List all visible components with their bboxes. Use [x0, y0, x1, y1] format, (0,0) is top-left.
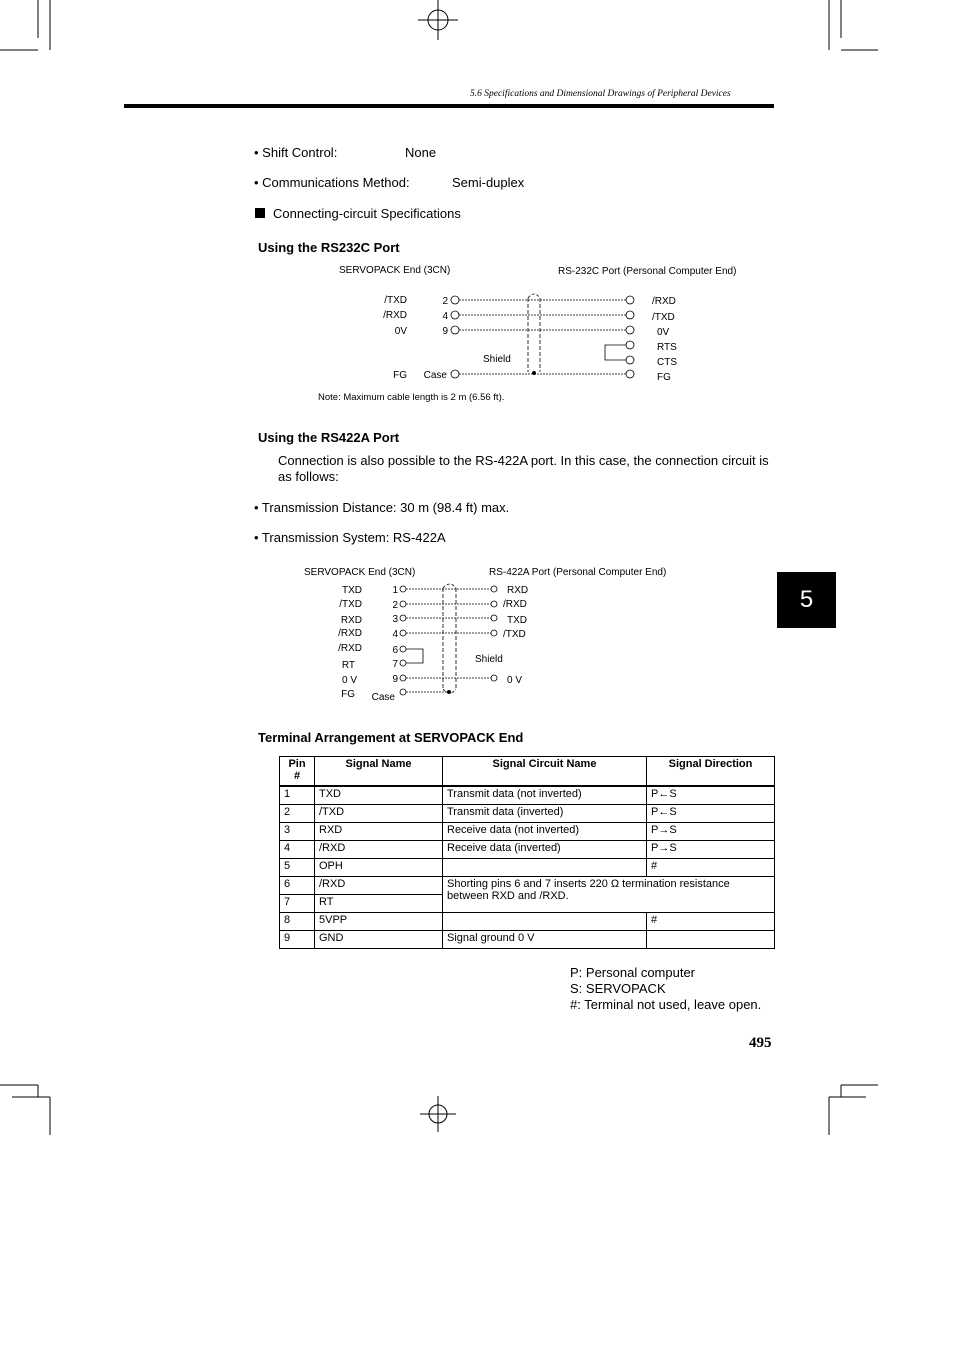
table-row	[280, 786, 775, 805]
rs422-left-title: SERVOPACK End (3CN)	[304, 567, 416, 578]
column-header: Signal Direction	[647, 757, 775, 787]
table-cell: 2	[280, 805, 315, 823]
rs422-system: • Transmission System: RS-422A	[254, 530, 446, 545]
table-cell	[443, 859, 647, 877]
rs422-right-title: RS-422A Port (Personal Computer End)	[489, 567, 667, 578]
rs422-right-signal: TXD	[507, 615, 527, 626]
table-cell	[647, 931, 775, 949]
column-header: Signal Circuit Name	[443, 757, 647, 787]
rs232-right-signal: FG	[657, 372, 671, 383]
rs422-left-pin: Case	[371, 692, 395, 703]
terminal-heading: Terminal Arrangement at SERVOPACK End	[258, 730, 524, 745]
table-cell: 4	[280, 841, 315, 859]
rs422-left-pin: 4	[392, 629, 398, 640]
shift-control-value: None	[405, 145, 437, 160]
rs422-left-pin: 7	[392, 659, 398, 670]
rs422-left-pin: 3	[392, 614, 398, 625]
table-cell: #	[647, 913, 775, 931]
table-cell: 8	[280, 913, 315, 931]
table-cell: Transmit data (not inverted)	[443, 786, 647, 805]
rs232-right-signal: CTS	[657, 357, 677, 368]
shift-control-label: • Shift Control:	[254, 145, 338, 160]
table-cell: Receive data (not inverted)	[443, 823, 647, 841]
comm-method-value: Semi-duplex	[452, 175, 525, 190]
table-row	[280, 841, 775, 859]
table-cell: 3	[280, 823, 315, 841]
rs422-shield-dot	[447, 690, 451, 694]
rs232-right-signal: RTS	[657, 342, 677, 353]
chapter-tab: 5	[777, 572, 836, 628]
rs422-intro: Connection is also possible to the RS-422A port. In this case, the connection circuit is as follows:	[278, 453, 769, 484]
rs422-left-signal: 0 V	[341, 675, 357, 686]
header-rule	[124, 104, 774, 108]
table-row	[280, 823, 775, 841]
rs422-left-signal: FG	[341, 689, 355, 700]
rs422-right-signal: 0 V	[507, 675, 523, 686]
rs232-diagram	[310, 260, 770, 410]
table-cell: /RXD	[315, 877, 443, 895]
rs422-shield-label: Shield	[475, 654, 503, 665]
legend	[570, 965, 761, 1013]
rs232-shield-dot	[532, 371, 536, 375]
table-cell: P→S	[647, 823, 775, 841]
table-cell	[443, 913, 647, 931]
table-cell: Transmit data (inverted)	[443, 805, 647, 823]
table-cell: #	[647, 859, 775, 877]
table-row	[280, 913, 775, 931]
rs422-right-signal: /TXD	[503, 629, 526, 640]
table-cell: GND	[315, 931, 443, 949]
table-cell: P←S	[647, 786, 775, 805]
rs422-left-signal: TXD	[342, 585, 362, 596]
rs232-right-signal: /RXD	[652, 296, 676, 307]
rs422-diagram	[300, 563, 700, 708]
comm-method-label: • Communications Method:	[254, 175, 410, 190]
rs232-left-pin: 4	[442, 311, 448, 322]
table-row	[280, 877, 775, 895]
table-cell: RXD	[315, 823, 443, 841]
terminal-table	[279, 756, 775, 949]
table-cell: TXD	[315, 786, 443, 805]
table-cell: RT	[315, 895, 443, 913]
running-header: 5.6 Specifications and Dimensional Drawings of Peripheral Devices	[470, 89, 731, 99]
rs422-left-signal: /RXD	[338, 643, 362, 654]
rs232-left-signal: /TXD	[384, 295, 407, 306]
table-cell: /TXD	[315, 805, 443, 823]
rs422-left-signal: RT	[341, 660, 355, 671]
legend-item: S: SERVOPACK	[570, 981, 666, 996]
column-header: Pin #	[280, 757, 315, 787]
table-cell: Signal ground 0 V	[443, 931, 647, 949]
rs232-left-signal: /RXD	[383, 310, 407, 321]
rs232-left-pin: 9	[442, 326, 448, 337]
rs422-heading: Using the RS422A Port	[258, 430, 400, 445]
rs422-left-signal: /RXD	[338, 628, 362, 639]
rs232-left-title: SERVOPACK End (3CN)	[339, 265, 451, 276]
table-cell: P→S	[647, 841, 775, 859]
table-cell: 7	[280, 895, 315, 913]
rs422-right-signal: RXD	[507, 585, 529, 596]
rs422-left-pin: 2	[392, 600, 398, 611]
rs422-distance: • Transmission Distance: 30 m (98.4 ft) max.	[254, 500, 510, 515]
rs422-left-signal: /TXD	[339, 599, 362, 610]
table-cell: /RXD	[315, 841, 443, 859]
rs232-left-pin: 2	[442, 296, 448, 307]
page-number: 495	[749, 1035, 772, 1051]
table-cell: Shorting pins 6 and 7 inserts 220 Ω termination resistance between RXD and /RXD.	[443, 877, 775, 913]
table-cell: Receive data (inverted)	[443, 841, 647, 859]
legend-item: P: Personal computer	[570, 965, 696, 980]
connecting-heading: Connecting-circuit Specifications	[273, 206, 461, 221]
table-cell: 1	[280, 786, 315, 805]
rs232-shield-label: Shield	[483, 354, 511, 365]
legend-item: #: Terminal not used, leave open.	[570, 997, 762, 1012]
table-cell: 5VPP	[315, 913, 443, 931]
rs232-right-title: RS-232C Port (Personal Computer End)	[558, 266, 737, 277]
square-bullet-icon	[255, 208, 265, 218]
column-header: Signal Name	[315, 757, 443, 787]
table-cell: 9	[280, 931, 315, 949]
table-cell: 6	[280, 877, 315, 895]
rs422-left-pin: 1	[392, 585, 398, 596]
rs422-left-signal: RXD	[340, 615, 362, 626]
rs232-heading: Using the RS232C Port	[258, 240, 400, 255]
table-cell: 5	[280, 859, 315, 877]
rs232-left-pin: Case	[423, 370, 447, 381]
table-row	[280, 931, 775, 949]
rs422-left-pin: 9	[392, 674, 398, 685]
rs232-right-signal: 0V	[657, 327, 670, 338]
rs422-left-pin: 6	[392, 645, 398, 656]
rs232-right-signal: /TXD	[652, 312, 675, 323]
table-cell: OPH	[315, 859, 443, 877]
table-cell: P←S	[647, 805, 775, 823]
rs232-note: Note: Maximum cable length is 2 m (6.56 ft).	[318, 392, 505, 403]
table-row	[280, 859, 775, 877]
rs232-left-signal: FG	[393, 370, 407, 381]
rs232-left-signal: 0V	[394, 326, 407, 337]
table-row	[280, 805, 775, 823]
rs422-right-signal: /RXD	[503, 599, 527, 610]
